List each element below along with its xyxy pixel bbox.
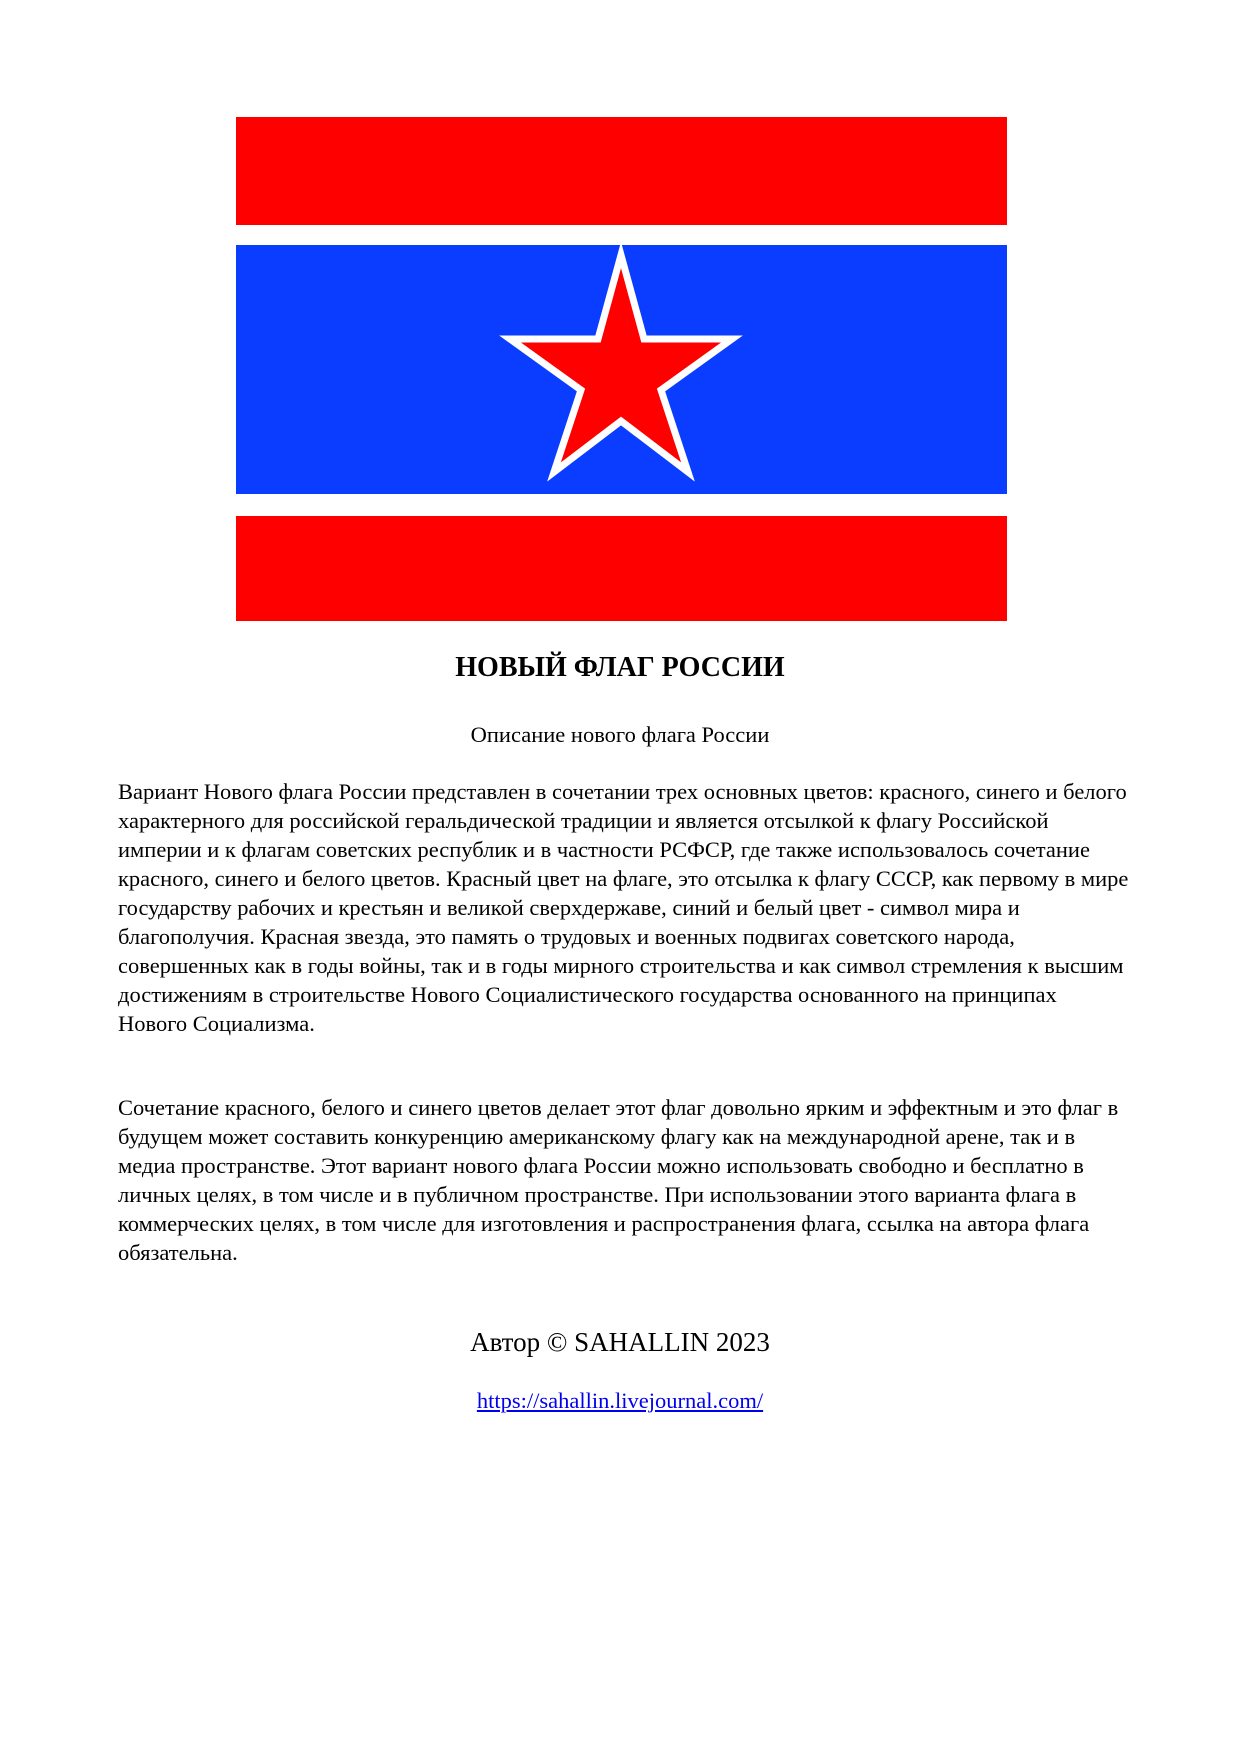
author-website-link[interactable]: https://sahallin.livejournal.com/ bbox=[476, 1388, 764, 1413]
author-credit: Автор © SAHALLIN 2023 bbox=[470, 1327, 770, 1357]
flag-bottom-red-stripe bbox=[236, 516, 1007, 621]
description-paragraph-1: Вариант Нового флага России представлен в сочетании трех основных цветов: красного, синего и белого характерного для российской геральдической традиции и является отсылкой к флагу Российской империи и к флагам советских республик и в частности РСФСР, где также использовалось сочетание красного, синего и белого цветов. Красный цвет на флаге, это отсылка к флагу СССР, как первому в мире государству рабочих и крестьян и великой сверхдержаве, синий и белый цвет - символ мира и благополучия. Красная звезда, это память о трудовых и военных подвигах советского народа, совершенных как в годы войны, так и в годы мирного строительства и как символ стремления к высшим достижениям в строительстве Нового Социалистического государства основанного на принципах Нового Социализма. bbox=[118, 779, 1129, 1036]
author-link-line bbox=[0, 1385, 1240, 1417]
page-subtitle: Описание нового флага России bbox=[470, 722, 770, 747]
page-title: НОВЫЙ ФЛАГ РОССИИ bbox=[455, 652, 785, 683]
flag-image bbox=[236, 117, 1007, 621]
flag-bottom-white-stripe bbox=[236, 494, 1007, 516]
flag-top-red-stripe bbox=[236, 117, 1007, 225]
flag-top-white-stripe bbox=[236, 225, 1007, 245]
flag-svg bbox=[236, 117, 1007, 621]
description-paragraph-2: Сочетание красного, белого и синего цветов делает этот флаг довольно ярким и эффектным и это флаг в будущем может составить конкуренцию американскому флагу как на международной арене, так и в медиа пространстве. Этот вариант нового флага России можно использовать свободно и бесплатно в личных целях, в том числе и в публичном пространстве. При использовании этого варианта флага в коммерческих целях, в том числе для изготовления и распространения флага, ссылка на автора флага обязательна. bbox=[118, 1095, 1119, 1265]
